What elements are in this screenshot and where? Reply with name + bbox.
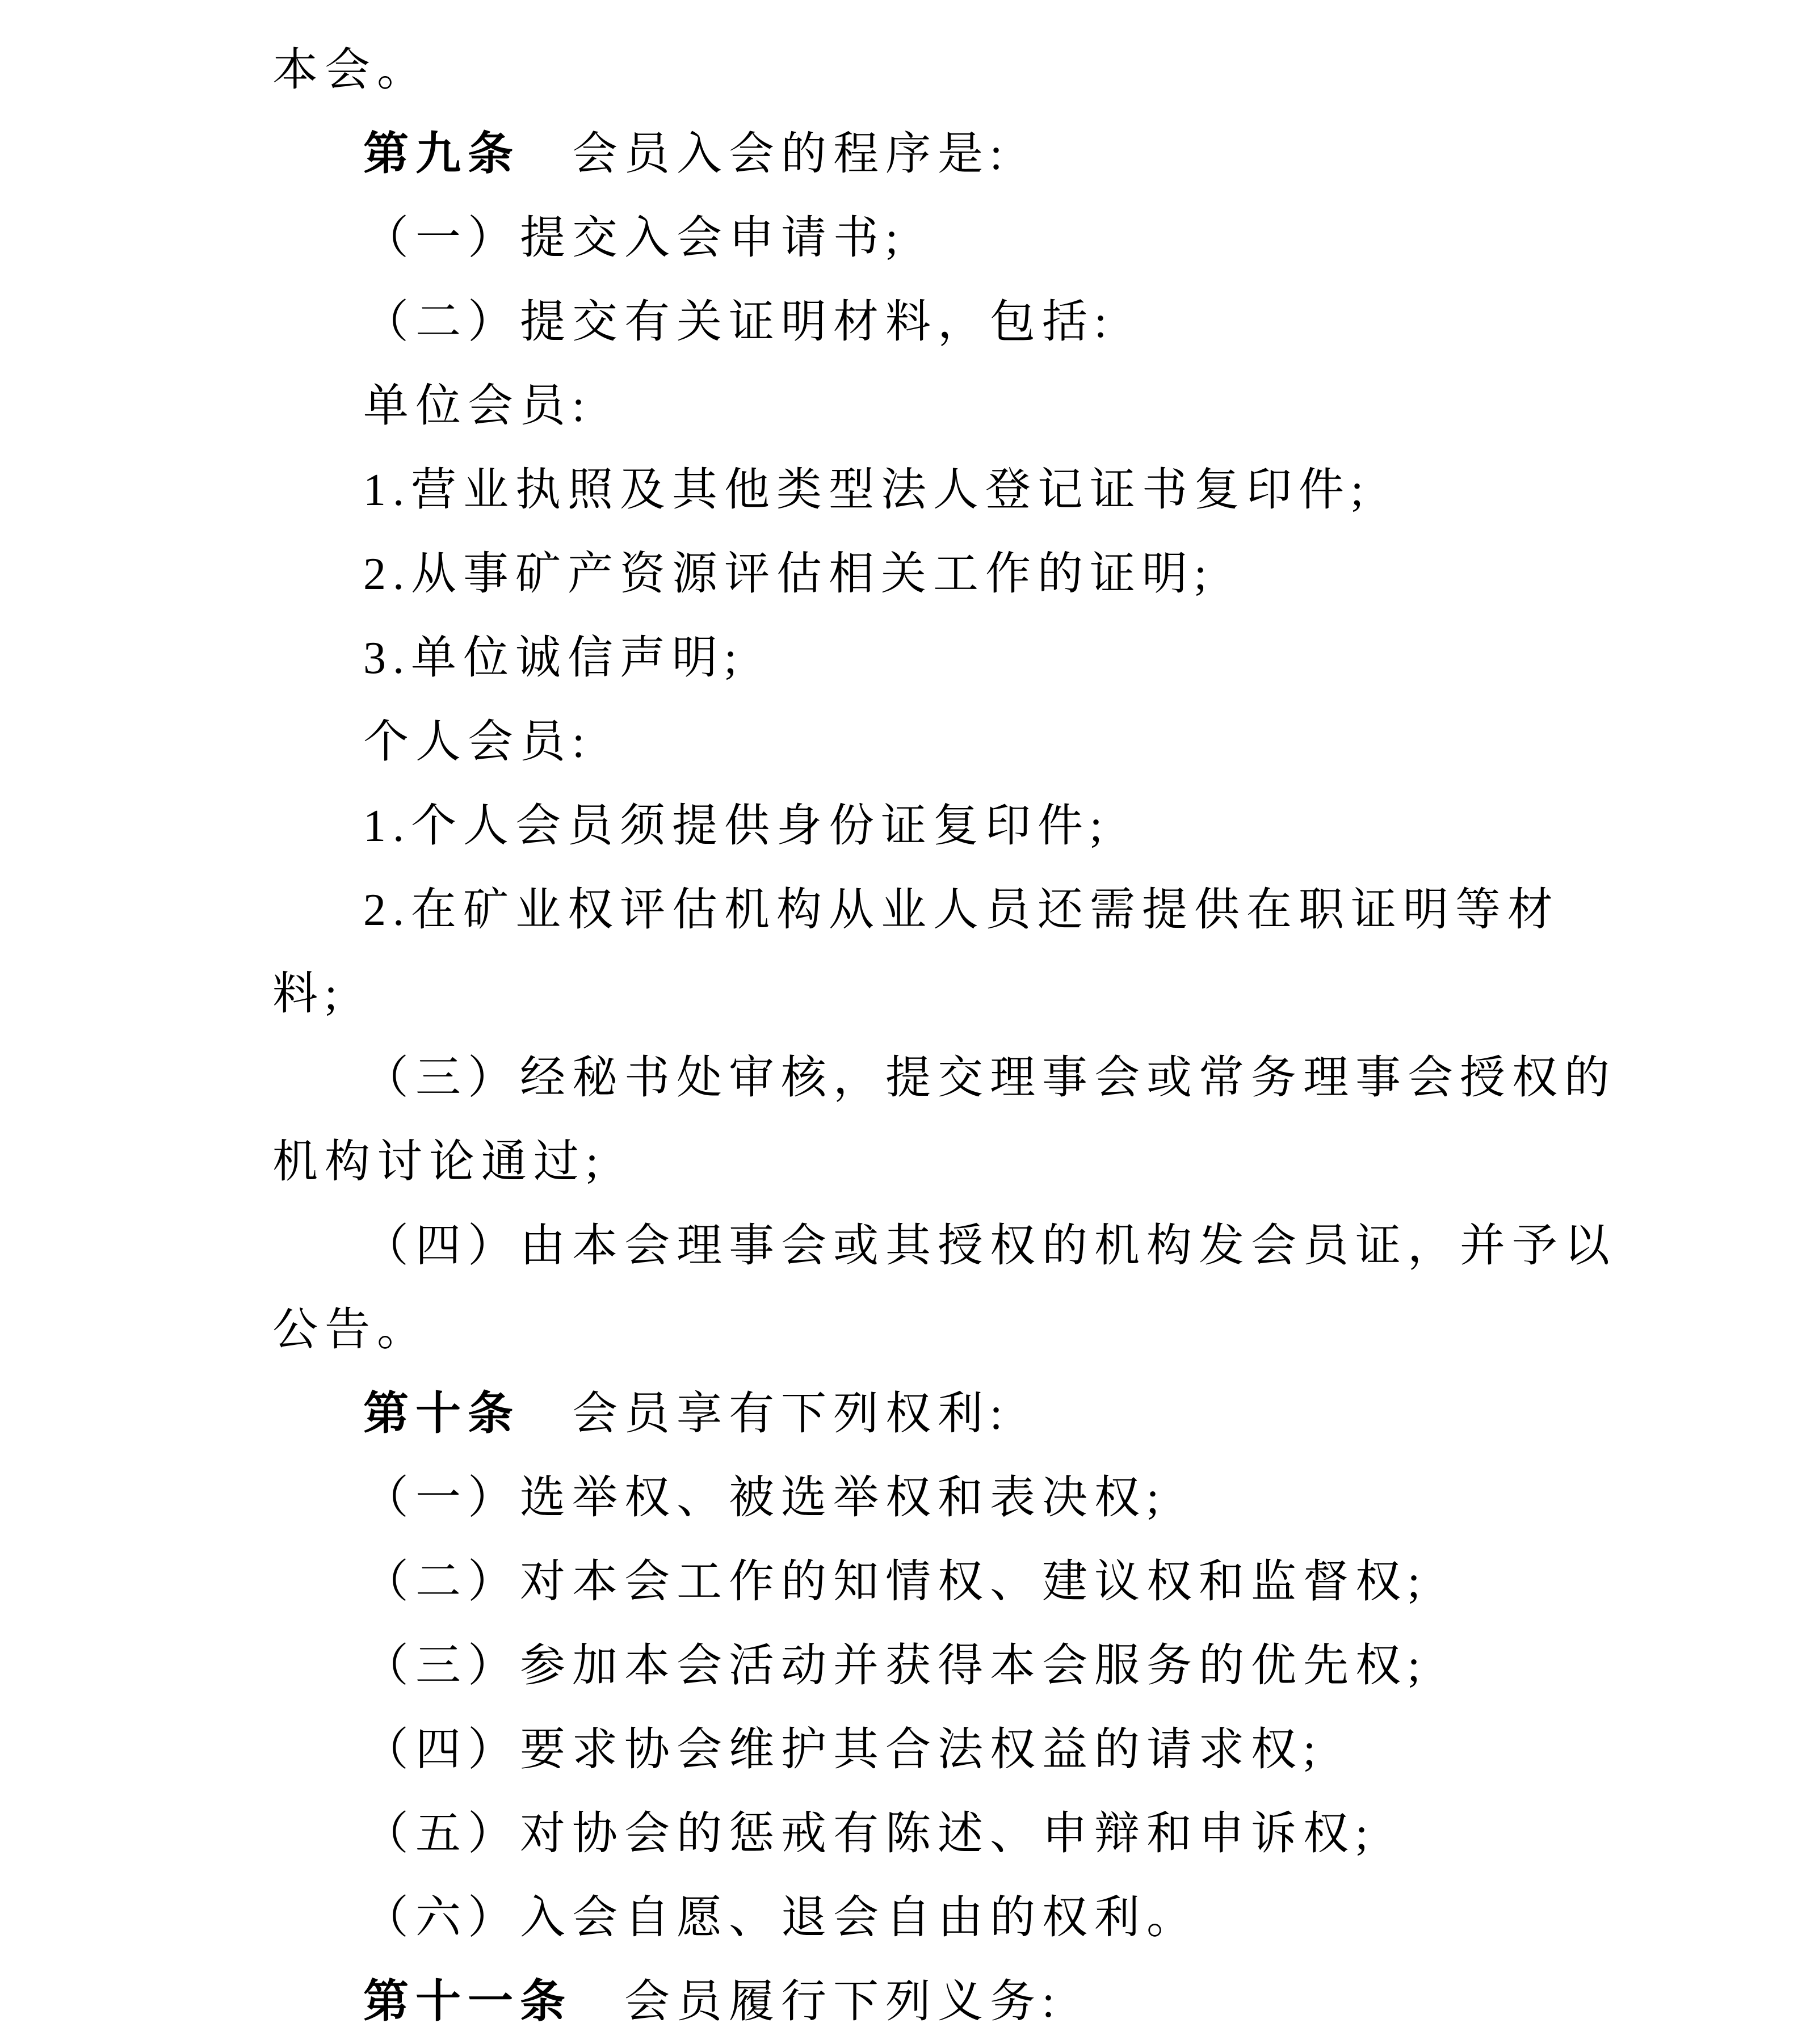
text-line bbox=[272, 196, 1541, 280]
text-segment: 会员履行下列义务: bbox=[572, 1977, 1062, 2027]
text-line bbox=[272, 364, 1541, 448]
text-line bbox=[272, 448, 1541, 532]
text-segment: 本会。 bbox=[272, 45, 429, 95]
text-segment: （二）提交有关证明材料，包括: bbox=[363, 297, 1114, 347]
text-segment: （三）经秘书处审核，提交理事会或常务理事会授权的 bbox=[363, 1053, 1616, 1103]
text-segment: 会员享有下列权利: bbox=[520, 1389, 1010, 1439]
text-line bbox=[272, 700, 1541, 784]
text-line bbox=[272, 616, 1541, 700]
text-line bbox=[272, 1876, 1541, 1960]
text-segment: （三）参加本会活动并获得本会服务的优先权; bbox=[363, 1641, 1427, 1691]
text-line bbox=[272, 784, 1541, 868]
text-segment: 3.单位诚信声明; bbox=[363, 633, 744, 683]
text-segment: 公告。 bbox=[272, 1305, 429, 1355]
text-line bbox=[272, 1204, 1616, 1288]
text-line bbox=[272, 1456, 1541, 1540]
text-line bbox=[272, 1960, 1541, 2044]
text-segment: （五）对协会的惩戒有陈述、申辩和申诉权; bbox=[363, 1809, 1375, 1859]
text-line bbox=[272, 1540, 1541, 1624]
text-line bbox=[272, 28, 1541, 112]
text-line bbox=[272, 1372, 1541, 1456]
text-segment: （四）由本会理事会或其授权的机构发会员证，并予以 bbox=[363, 1221, 1616, 1271]
text-segment: 机构讨论通过; bbox=[272, 1137, 606, 1187]
text-segment: 会员入会的程序是: bbox=[520, 129, 1010, 179]
article-heading: 第十条 bbox=[363, 1389, 520, 1439]
text-segment: （一）提交入会申请书; bbox=[363, 213, 905, 263]
text-line bbox=[272, 868, 1560, 952]
article-heading: 第十一条 bbox=[363, 1977, 572, 2027]
text-segment: 1.营业执照及其他类型法人登记证书复印件; bbox=[363, 465, 1371, 515]
article-heading: 第九条 bbox=[363, 129, 520, 179]
text-segment: （四）要求协会维护其合法权益的请求权; bbox=[363, 1725, 1323, 1775]
text-line bbox=[272, 112, 1541, 196]
text-segment: 个人会员: bbox=[363, 717, 592, 767]
text-line bbox=[272, 532, 1541, 616]
text-line bbox=[272, 1288, 1541, 1372]
text-line bbox=[272, 1792, 1541, 1876]
text-line bbox=[272, 1624, 1541, 1708]
text-line bbox=[272, 1708, 1541, 1792]
text-line bbox=[272, 280, 1541, 364]
text-segment: （六）入会自愿、退会自由的权利。 bbox=[363, 1893, 1199, 1943]
text-segment: 2.在矿业权评估机构从业人员还需提供在职证明等材 bbox=[363, 885, 1560, 935]
text-segment: （二）对本会工作的知情权、建议权和监督权; bbox=[363, 1557, 1427, 1607]
text-line bbox=[272, 1120, 1541, 1204]
text-segment: （一）选举权、被选举权和表决权; bbox=[363, 1473, 1166, 1523]
text-segment: 单位会员: bbox=[363, 381, 592, 431]
text-segment: 料; bbox=[272, 969, 345, 1019]
text-segment: 1.个人会员须提供身份证复印件; bbox=[363, 801, 1110, 851]
text-line bbox=[272, 952, 1541, 1036]
text-segment: 2.从事矿产资源评估相关工作的证明; bbox=[363, 549, 1214, 599]
text-line bbox=[272, 1036, 1616, 1120]
